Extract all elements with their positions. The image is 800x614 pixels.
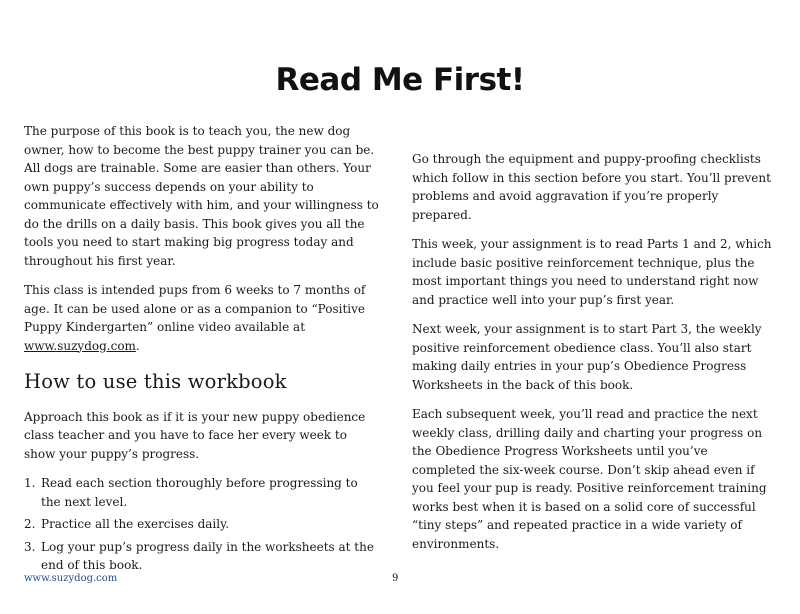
list-item-text: Practice all the exercises daily.	[41, 517, 230, 531]
list-item	[24, 474, 380, 511]
section-heading: How to use this workbook	[24, 370, 287, 393]
intro-paragraph: The purpose of this book is to teach you, the new dog owner, how to become the best puppy trainer you can be. All dogs are trainable. Some are easier than others. Your own puppy’s success depends on your ability to communicate effectively with him, and your willingness to do the drills on a daily basis. This book gives you all the tools you need to start making big progress today and throughout his first year.	[24, 124, 379, 268]
list-item	[24, 538, 380, 575]
audience-text: This class is intended pups from 6 weeks to 7 months of age. It can be used alone or as a companion to “Positive Puppy Kindergarten” online video available at	[24, 283, 366, 334]
week-two-paragraph: Next week, your assignment is to start Part 3, the weekly positive reinforcement obedience class. You’ll also start making daily entries in your pup’s Obedience Progress Worksheets in the back of this book.	[412, 322, 762, 392]
week-one-paragraph: This week, your assignment is to read Parts 1 and 2, which include basic positive reinforcement technique, plus the most important things you need to understand right now and practice well into your pup’s first year.	[412, 237, 772, 307]
page-title: Read Me First!	[275, 62, 525, 98]
approach-paragraph: Approach this book as if it is your new puppy obedience class teacher and you have to face her every week to show your puppy’s progress.	[24, 409, 366, 461]
audience-period: .	[135, 338, 140, 353]
subsequent-weeks-paragraph: Each subsequent week, you’ll read and practice the next weekly class, drilling daily and charting your progress on the Obedience Progress Worksheets until you’ve completed the six-week course. Don’t skip ahead even if you feel your pup is ready. Positive reinforcement training works best when it is based on a solid core of successful “tiny steps” and repeated practice in a wide variety of environments.	[412, 407, 767, 551]
footer-url[interactable]: www.suzydog.com	[24, 573, 118, 584]
checklist-paragraph: Go through the equipment and puppy-proofing checklists which follow in this section before you start. You’ll prevent problems and avoid aggravation if you’re properly prepared.	[412, 152, 771, 222]
list-item-text: Read each section thoroughly before progressing to the next level.	[41, 476, 358, 509]
audience-paragraph	[24, 281, 380, 355]
list-item-number: 2.	[24, 517, 36, 531]
page-number: 9	[392, 573, 399, 584]
right-column	[412, 150, 774, 564]
list-item-text: Log your pup’s progress daily in the worksheets at the end of this book.	[41, 539, 374, 572]
steps-list	[24, 474, 380, 575]
list-item	[24, 515, 380, 534]
list-item-number: 3.	[24, 539, 36, 554]
list-item-number: 1.	[24, 476, 36, 490]
left-column	[24, 122, 380, 579]
website-link[interactable]: www.suzydog.com	[24, 338, 136, 353]
